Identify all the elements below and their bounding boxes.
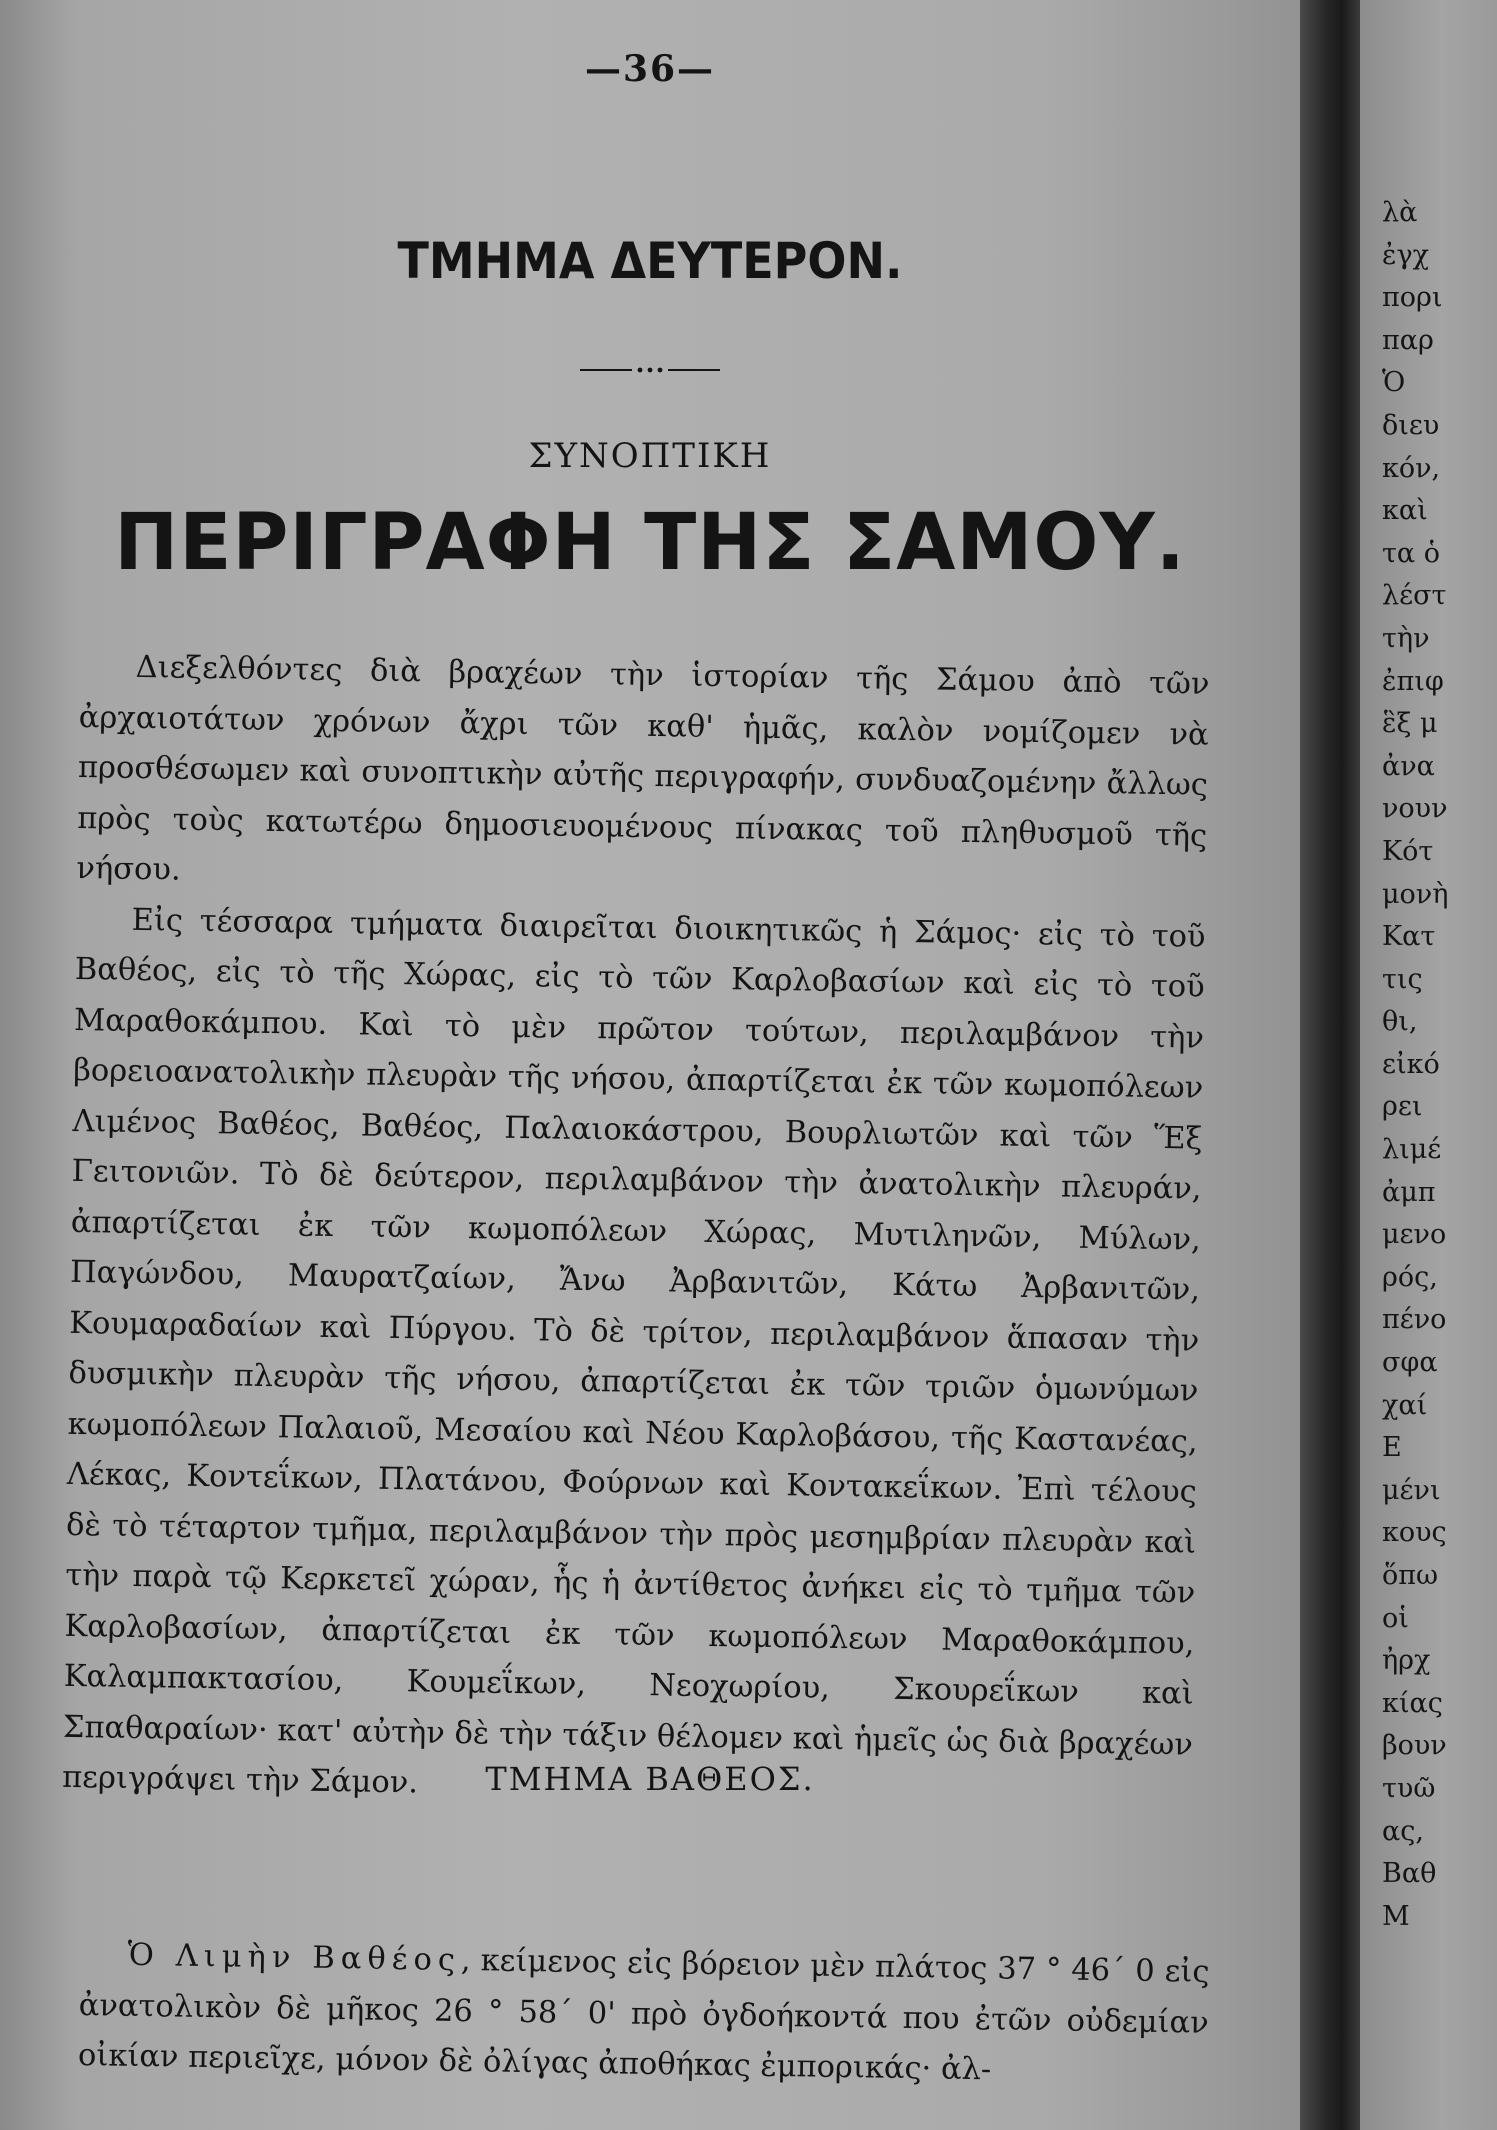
facing-page-line: Ε [1382, 1432, 1402, 1464]
facing-page-line: ἀνα [1382, 750, 1435, 782]
paragraph-vathy-port [78, 1930, 1210, 2099]
paragraph-intro: Διεξελθόντες διὰ βραχέων τὴν ἱστορίαν τῆς Σάμου ἀπὸ τῶν ἀρχαιοτάτων χρόνων ἄχρι τῶν καθ' ἡμᾶς, καλὸν νομίζομεν νὰ προσθέσωμεν καὶ συνοπτικὴν αὐτῆς περιγραφήν, συνδυαζομένην ἄλλως πρὸς τοὺς κατωτέρω δημοσιευομένους πίνακας τοῦ πληθυσμοῦ τῆς νήσου. [76, 649, 1210, 888]
facing-page-line: λέστ [1382, 580, 1447, 612]
facing-page-line: σφα [1382, 1347, 1438, 1379]
ornamental-rule-icon [580, 366, 720, 374]
paragraph-vathy-text: , κείμενος εἰς βόρειον μὲν πλάτος 37 ° 46΄ 0 εἰς ἀνατολικὸν δὲ μῆκος 26 ° 58΄ 0' πρὸ ὀγδοήκοντά που ἐτῶν οὐδεμίαν οἰκίαν περιεῖχε, μόνον δὲ ὀλίγας ἀποθήκας ἐμπορικάς· ἀλ- [77, 1942, 1210, 2088]
facing-page-line: χαί [1382, 1389, 1428, 1421]
facing-page-line: διευ [1382, 409, 1440, 441]
facing-page-line: πένο [1382, 1304, 1447, 1336]
facing-page-line: ας, [1382, 1815, 1424, 1847]
main-title: ΠΕΡΙΓΡΑΦΗ ΤΗΣ ΣΑΜΟΥ. [114, 498, 1186, 588]
facing-page-line: Κότ [1382, 835, 1434, 867]
facing-page-line: κίας [1382, 1687, 1443, 1719]
facing-page-line: ἀμπ [1382, 1176, 1436, 1208]
facing-page-line: ἐπιφ [1382, 665, 1444, 697]
facing-page-line: ρός, [1382, 1261, 1438, 1293]
facing-page-line: πορι [1382, 282, 1443, 314]
sub-heading: ΤΜΗΜΑ ΒΑΘΕΟΣ. [485, 1760, 815, 1798]
facing-page-line: ἠρχ [1382, 1645, 1431, 1677]
book-gutter [1300, 0, 1360, 2130]
facing-page-line: λὰ [1382, 197, 1418, 228]
facing-page-line: παρ [1382, 324, 1434, 356]
facing-page-line: κους [1382, 1517, 1447, 1549]
facing-page-line: νουν [1382, 793, 1448, 825]
body-text [62, 642, 1210, 1821]
facing-page-line: τὴν [1382, 622, 1430, 654]
facing-page-line: καὶ [1382, 495, 1428, 527]
section-title: ΤΜΗΜΑ ΔΕΥΤΕΡΟΝ. [397, 232, 903, 290]
page-number: —36— [584, 48, 716, 90]
facing-page-line: τις [1382, 963, 1423, 995]
facing-page-line: μενο [1382, 1219, 1447, 1251]
facing-page-line: ἐγχ [1382, 239, 1429, 271]
facing-page-line: Ὁ [1382, 367, 1406, 399]
facing-page-line: βουν [1382, 1730, 1447, 1762]
facing-page-line: κόν, [1382, 452, 1441, 484]
facing-page-line: οἱ [1382, 1602, 1409, 1634]
spaced-lead: Ὁ Λιμὴν Βαθέος [127, 1937, 462, 1978]
facing-page-line: μένι [1382, 1474, 1441, 1506]
facing-page-line: λιμέ [1382, 1134, 1442, 1166]
facing-page-line: θι, [1382, 1006, 1418, 1038]
facing-page-line: τυῶ [1382, 1772, 1436, 1804]
facing-page-line: Κατ [1382, 921, 1436, 953]
facing-page-line: ρει [1382, 1091, 1423, 1123]
facing-page-line: Μ [1382, 1900, 1410, 1932]
facing-page-line: Βαθ [1382, 1858, 1437, 1890]
facing-page-line: ἓξ μ [1382, 708, 1438, 740]
facing-page-line: ὅπω [1382, 1560, 1439, 1591]
facing-page-line: μονὴ [1382, 878, 1449, 910]
subtitle: ΣΥΝΟΠΤΙΚΗ [528, 436, 772, 476]
facing-page-line: εἰκό [1382, 1048, 1440, 1080]
facing-page-line: τα ὁ [1382, 537, 1441, 569]
facing-page-lines [1382, 192, 1448, 1938]
paragraph-divisions: Εἰς τέσσαρα τμήματα διαιρεῖται διοικητικῶς ἡ Σάμος· εἰς τὸ τοῦ Βαθέος, εἰς τὸ τῆς Χώρας, εἰς τὸ τῶν Καρλοβασίων καὶ εἰς τὸ τοῦ Μαραθοκάμπου. Καὶ τὸ μὲν πρῶτον τούτων, περιλαμβάνον τὴν βορειοανατολικὴν πλευρὰν τῆς νήσου, ἀπαρτίζεται ἐκ τῶν κωμοπόλεων Λιμένος Βαθέος, Βαθέος, Παλαιοκάστρου, Βουρλιωτῶν καὶ τῶν Ἕξ Γειτονιῶν. Τὸ δὲ δεύτερον, περιλαμβάνον τὴν ἀνατολικὴν πλευράν, ἀπαρτίζεται ἐκ τῶν κωμοπόλεων Χώρας, Μυτιληνῶν, Μύλων, Παγώνδου, Μαυρατζαίων, Ἄνω Ἀρβανιτῶν, Κάτω Ἀρβανιτῶν, Κουμαραδαίων καὶ Πύργου. Τὸ δὲ τρίτον, περιλαμβάνον ἅπασαν τὴν δυσμικὴν πλευρὰν τῆς νήσου, ἀπαρτίζεται ἐκ τῶν τριῶν ὁμωνύμων κωμοπόλεων Παλαιοῦ, Μεσαίου καὶ Νέου Καρλοβάσου, τῆς Καστανέας, Λέκας, Κοντεΐκων, Πλατάνου, Φούρνων καὶ Κοντακεΐκων. Ἐπὶ τέλους δὲ τὸ τέταρτον τμῆμα, περιλαμβάνον τὴν πρὸς μεσημβρίαν πλευρὰν καὶ τὴν παρὰ τῷ Κερκετεῖ χώραν, ἧς ἡ ἀντίθετος ἀνήκει εἰς τὸ τμῆμα τῶν Καρλοβασίων, ἀπαρτίζεται ἐκ τῶν κωμοπόλεων Μαραθοκάμπου, Καλαμπακτασίου, Κουμεΐκων, Νεοχωρίου, Σκουρεΐκων καὶ Σπαθαραίων· κατ' αὐτὴν δὲ τὴν τάξιν θέλομεν καὶ ἡμεῖς ὡς διὰ βραχέων περιγράψει τὴν Σάμον. [61, 902, 1206, 1801]
facing-page-edge [1360, 0, 1497, 2130]
